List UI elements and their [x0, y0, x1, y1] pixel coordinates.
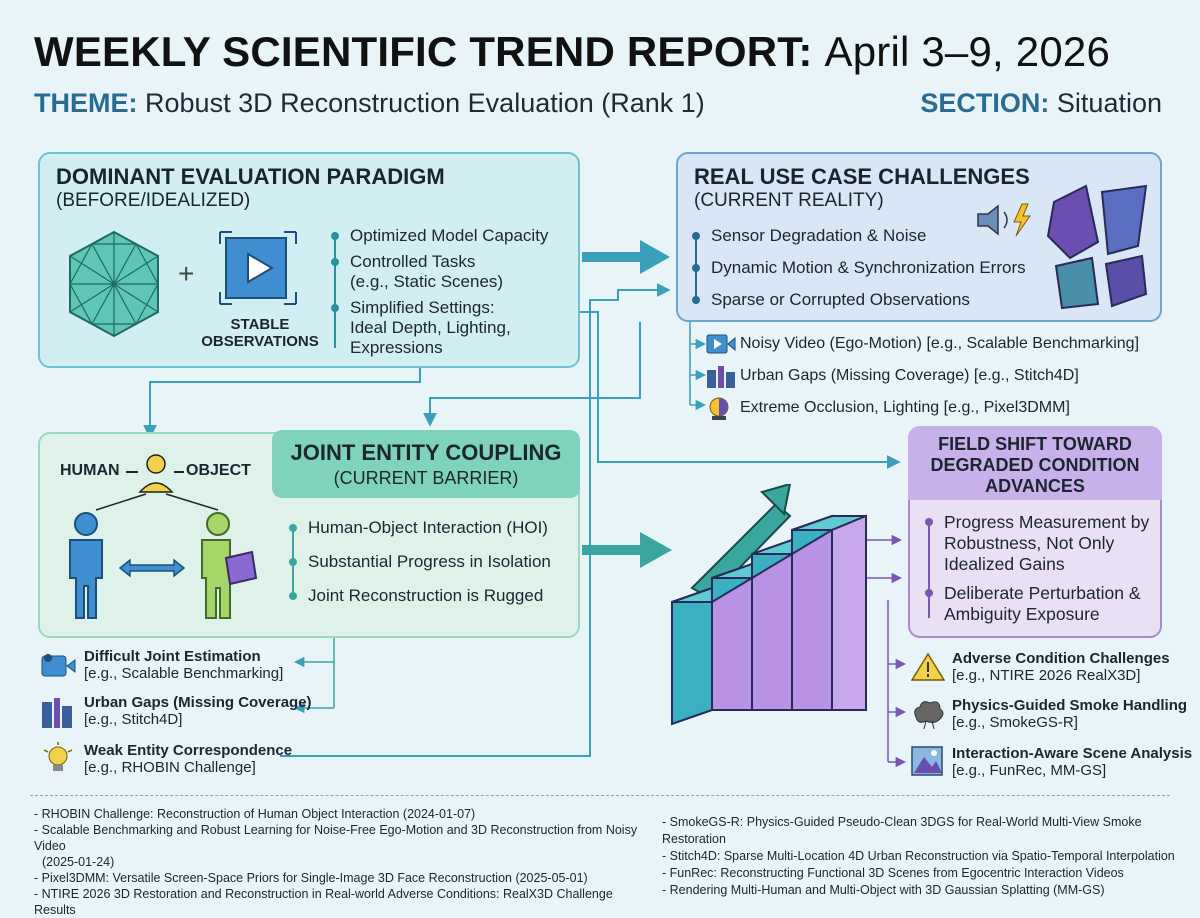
references-divider	[30, 795, 1170, 796]
video-camera-icon	[40, 652, 76, 680]
section-value: Situation	[1056, 88, 1162, 118]
dominant-paradigm-box	[38, 152, 580, 368]
joint-header	[272, 430, 580, 498]
plus-sign: +	[178, 258, 195, 289]
field-bullet-1: Progress Measurement by Robustness, Not Only Idealized Gains	[924, 512, 1149, 575]
field-header	[908, 426, 1162, 500]
video-camera-icon	[706, 333, 740, 355]
reference-item: - Stitch4D: Sparse Multi-Location 4D Urban Reconstruction via Spatio-Temporal Interpolation	[662, 849, 1175, 863]
field-bullet-2: Deliberate Perturbation & Ambiguity Exposure	[924, 583, 1149, 625]
urban-gap-icon	[40, 696, 76, 728]
real-item-1: Noisy Video (Ego-Motion) [e.g., Scalable Benchmarking]	[706, 333, 1139, 355]
references-right	[662, 814, 1182, 899]
stable-observations-label: STABLE OBSERVATIONS	[201, 316, 319, 350]
arrow-joint-to-field	[582, 532, 672, 568]
dominant-bullet-3: Simplified Settings: Ideal Depth, Lighting, Expressions	[330, 298, 548, 358]
scene-image-icon	[910, 745, 946, 777]
lightbulb-icon	[40, 742, 76, 776]
field-bullets	[924, 512, 1149, 625]
dominant-bullet-1: Optimized Model Capacity	[330, 226, 548, 246]
reference-item: - Rendering Multi-Human and Multi-Object with 3D Gaussian Splatting (MM-GS)	[662, 883, 1105, 897]
polyhedron-mesh-icon	[62, 228, 166, 340]
dominant-subtitle: (BEFORE/IDEALIZED)	[56, 190, 251, 211]
dominant-bullet-2: Controlled Tasks (e.g., Static Scenes)	[330, 252, 548, 292]
dominant-title: DOMINANT EVALUATION PARADIGM	[56, 164, 445, 189]
reference-item: - FunRec: Reconstructing Functional 3D Scenes from Egocentric Interaction Videos	[662, 866, 1124, 880]
references-left	[34, 806, 654, 918]
broken-shards-icon	[1042, 182, 1154, 312]
reference-item: - Scalable Benchmarking and Robust Learning for Noise-Free Ego-Motion and 3D Reconstruction from Noisy Video	[34, 823, 638, 853]
reference-item: - Pixel3DMM: Versatile Screen-Space Priors for Single-Image 3D Face Reconstruction (2025-05-01)	[34, 871, 588, 885]
noise-speaker-icon	[974, 200, 1044, 240]
theme-key: THEME:	[34, 88, 138, 118]
warning-icon	[910, 652, 946, 682]
real-subtitle: (CURRENT REALITY)	[694, 190, 884, 211]
theme-value: Robust 3D Reconstruction Evaluation (Rank 1)	[145, 88, 705, 118]
section-key: SECTION:	[920, 88, 1050, 118]
human-label: HUMAN	[60, 462, 120, 479]
real-bullet-1: Sensor Degradation & Noise	[691, 226, 1026, 246]
real-bullet-2: Dynamic Motion & Synchronization Errors	[691, 258, 1026, 278]
human-object-figure	[50, 448, 280, 628]
urban-gap-icon	[706, 364, 740, 388]
joint-bullet-2: Substantial Progress in Isolation	[288, 552, 551, 572]
real-title: REAL USE CASE CHALLENGES	[694, 164, 1030, 189]
real-challenges-box	[676, 152, 1162, 322]
real-bullet-3: Sparse or Corrupted Observations	[691, 290, 1026, 310]
reference-item: (2025-01-24)	[42, 855, 115, 869]
field-title: FIELD SHIFT TOWARD DEGRADED CONDITION ADVANCES	[930, 434, 1140, 496]
joint-bullet-1: Human-Object Interaction (HOI)	[288, 518, 551, 538]
face-occlusion-icon	[706, 395, 740, 421]
smoke-icon	[910, 697, 946, 729]
reference-item: - RHOBIN Challenge: Reconstruction of Human Object Interaction (2024-01-07)	[34, 807, 476, 821]
arrow-dominant-to-real	[582, 240, 670, 274]
object-label: OBJECT	[186, 462, 251, 479]
joint-bullet-3: Joint Reconstruction is Rugged	[288, 586, 551, 606]
real-item-3: Extreme Occlusion, Lighting [e.g., Pixel3DMM]	[706, 395, 1070, 421]
arrow-dominant-to-human	[150, 368, 420, 436]
real-item-2: Urban Gaps (Missing Coverage) [e.g., Stitch4D]	[706, 364, 1079, 388]
video-play-icon	[216, 228, 300, 308]
title-date: April 3–9, 2026	[824, 28, 1111, 75]
joint-bullets	[288, 518, 551, 606]
joint-title: JOINT ENTITY COUPLING	[290, 440, 562, 465]
progress-stairs-icon	[666, 484, 906, 734]
title-main: WEEKLY SCIENTIFIC TREND REPORT:	[34, 28, 813, 75]
reference-item: - SmokeGS-R: Physics-Guided Pseudo-Clean 3DGS for Real-World Multi-View Smoke Restoration	[662, 815, 1142, 846]
joint-subtitle: (CURRENT BARRIER)	[333, 468, 519, 488]
dominant-bullets	[330, 226, 548, 358]
reference-item: - NTIRE 2026 3D Restoration and Reconstruction in Real-world Adverse Conditions: RealX3D Challenge Results	[34, 887, 613, 917]
